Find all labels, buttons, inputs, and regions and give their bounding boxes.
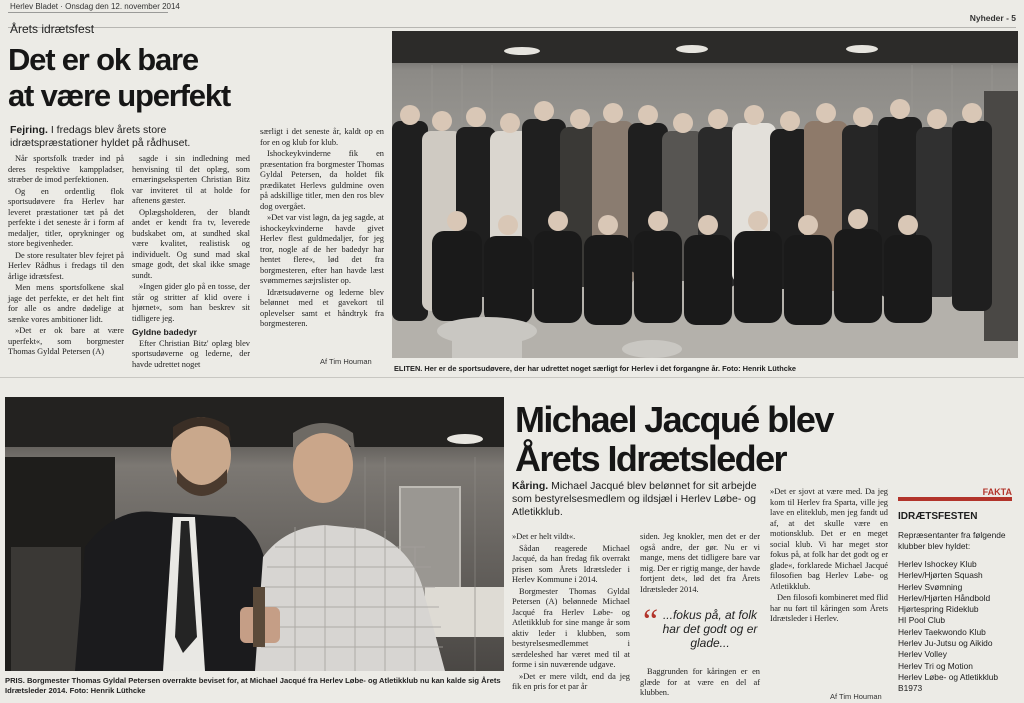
page-header-date: Herlev Bladet · Onsdag den 12. november 2014 bbox=[10, 2, 180, 11]
fakta-club-item: Herlev/Hjørten Squash bbox=[898, 570, 983, 581]
article2-column-2 bbox=[640, 532, 760, 596]
article2-paragraph: Baggrunden for kåringen er en glæde for at være en del af klubben. bbox=[640, 667, 760, 697]
article1-lead-text: I fredags blev årets store idrætspræstationer hyldet på rådhuset. bbox=[10, 124, 191, 149]
fakta-club-item: Herlev/Hjørten Håndbold bbox=[898, 592, 991, 603]
article1-column-1 bbox=[8, 154, 124, 359]
fakta-club-item: Herlev Svømning bbox=[898, 581, 963, 592]
article1-lead-label: Fejring. bbox=[10, 124, 48, 136]
quote-mark-icon: “ bbox=[643, 603, 659, 640]
team-photo-illustration bbox=[392, 31, 1018, 358]
article1-column-2 bbox=[132, 154, 250, 371]
article1-paragraph: Idrætsudøverne og lederne blev belønnet med et gavekort til oplevelser samt et håndtryk fra borgmesteren. bbox=[260, 287, 384, 328]
article1-paragraph: Når sportsfolk træder ind på deres respektive kamppladser, stræber de imod perfektionen. bbox=[8, 154, 124, 184]
fakta-box bbox=[898, 487, 1012, 695]
article1-paragraph: Og en ordentlig flok sportsudøvere fra Herlev har leveret præstationer tæt på det perfekte i det seneste år i form af medaljer, titler, oprykninger og store begivenheder. bbox=[8, 186, 124, 248]
article2-column-1 bbox=[512, 532, 630, 694]
fakta-club-item: Herlev Taekwondo Klub bbox=[898, 626, 986, 637]
article1-headline-line1: Det er ok bare bbox=[8, 42, 198, 77]
article1-byline: Af Tim Houman bbox=[320, 357, 372, 366]
article1-paragraph: Men mens sportsfolkene skal jage det perfekte, er det helt fint for alle os andre dødelige at sænke vores ambitioner lidt. bbox=[8, 283, 124, 324]
fakta-club-item: Herlev Volley bbox=[898, 649, 947, 660]
article2-headline-line2: Årets Idrætsleder bbox=[515, 438, 786, 479]
team-photo-caption: ELITEN. Her er de sportsudøvere, der har udrettet noget særligt for Herlev i det forgangne år. Foto: Henrik Lüthcke bbox=[394, 364, 797, 373]
article1-lead bbox=[10, 124, 246, 150]
article2-lead-label: Kåring. bbox=[512, 480, 549, 492]
article2-column-2b bbox=[640, 667, 760, 700]
article2-lead bbox=[512, 480, 762, 519]
article1-column-3 bbox=[260, 127, 384, 331]
article1-paragraph: »Det var vist løgn, da jeg sagde, at ishockeykvinderne havde givet Herlev flest guldmedaljer, for jeg tror, nogle af de her badedyr har hentet flere«, lød det fra borgmesteren, efter han havde læst svømmernes sæjrslister op. bbox=[260, 213, 384, 285]
fakta-label: FAKTA bbox=[982, 487, 1012, 497]
article-divider bbox=[0, 377, 1024, 378]
article1-paragraph: De store resultater blev fejret på Herlev Rådhus i fredags til den årlige idrætsfest. bbox=[8, 250, 124, 281]
section-rule bbox=[8, 27, 1016, 28]
fakta-club-item: Herlev Løbe- og Atletikklub bbox=[898, 671, 999, 682]
article1-paragraph: særligt i det seneste år, kaldt op en for en og klub for klub. bbox=[260, 127, 384, 147]
article2-lead-text: Michael Jacqué blev belønnet for sit arbejde som bestyrelsesmedlem og ildsjæl i Herlev Løbe- og Atletikklub. bbox=[512, 480, 757, 518]
article2-paragraph: »Det er helt vildt«. bbox=[512, 532, 576, 541]
article2-byline: Af Tim Houman bbox=[830, 692, 882, 701]
pull-quote bbox=[643, 603, 763, 650]
article2-paragraph: siden. Jeg knokler, men det er der også andre, der gør. Nu er vi mange, mens det tidligere bare var mig. Der er rigtig mange, der havde fortjent det«, lød det fra Årets Idrætsleder 2014. bbox=[640, 532, 760, 594]
article2-paragraph: »Det er sjovt at være med. Da jeg kom til Herlev fra Sparta, ville jeg lave en eliteklub, men jeg fandt ud af, at det skulle være en motionsklub. Det er en meget social klub. Vi har meget stor fokus på, at folk har det godt og er glade«, forklarede Michael Jacqué filosofien bag Herlev Løbe- og Atletikklub. bbox=[770, 487, 888, 591]
fakta-bar bbox=[898, 497, 1012, 501]
header-rule bbox=[8, 12, 168, 13]
fakta-title: IDRÆTSFESTEN bbox=[898, 511, 978, 522]
article1-subheading: Gyldne badedyr bbox=[132, 327, 197, 337]
article1-paragraph: Efter Christian Bitz' oplæg blev sportsudøverne og lederne, der havde udrettet noget bbox=[132, 338, 250, 369]
fakta-club-list bbox=[898, 559, 1012, 695]
team-photo bbox=[392, 31, 1018, 358]
article1-headline-line2: at være uperfekt bbox=[8, 78, 231, 113]
article1-kicker: Årets idrætsfest bbox=[10, 22, 95, 36]
award-photo-illustration bbox=[5, 397, 504, 671]
article2-paragraph: Sådan reagerede Michael Jacqué, da han fredag fik overrakt prisen som Årets Idrætsleder i Herlev Kommune i 2014. bbox=[512, 543, 630, 584]
article1-paragraph: sagde i sin indledning med henvisning til det oplæg, som ernæringseksperten Christian Bitz var inviteret til at holde for aftenens gæster. bbox=[132, 154, 250, 205]
award-photo-caption: PRIS. Borgmester Thomas Gyldal Petersen overrakte beviset for, at Michael Jacqué fra Herlev Løbe- og Atletikklub nu kan kalde sig Årets Idrætsleder 2014. Foto: Henrik Lüthcke bbox=[5, 676, 501, 695]
fakta-intro: Repræsentanter fra følgende klubber blev hyldet: bbox=[898, 530, 1006, 551]
fakta-club-item: Hjørtespring Rideklub bbox=[898, 604, 979, 615]
pull-quote-text: ...fokus på, at folk har det godt og er glade... bbox=[662, 608, 758, 650]
article2-headline-line1: Michael Jacqué blev bbox=[515, 399, 833, 440]
page-header-section: Nyheder - 5 bbox=[969, 13, 1016, 23]
fakta-club-item: Herlev Ishockey Klub bbox=[898, 559, 977, 569]
fakta-club-item: Herlev Tri og Motion bbox=[898, 660, 973, 671]
fakta-club-item: B1973 bbox=[898, 683, 923, 694]
article2-paragraph: Den filosofi kombineret med flid har nu ført til kåringen som Årets Idrætsleder i Herlev. bbox=[770, 593, 888, 623]
article1-paragraph: Ishockeykvinderne fik en præsentation fra borgmester Thomas Gyldal Petersen, da holdet fik prædikatet Herlevs guldmine oven på adskillige titler, men den ros blev dog overgået. bbox=[260, 149, 384, 211]
article1-paragraph: »Ingen gider glo på en tosse, der står og stritter af klid overe i hjørnet«, som han beskrev sit tidligere jeg. bbox=[132, 282, 250, 323]
article1-paragraph: »Det er ok bare at være uperfekt«, som borgmester Thomas Gyldal Petersen (A) bbox=[8, 326, 124, 356]
award-photo bbox=[5, 397, 504, 671]
fakta-club-item: HI Pool Club bbox=[898, 615, 946, 626]
article1-paragraph: Oplægsholderen, der blandt andet er kendt fra tv, leverede budskabet om, at sundhed skal være kvalitet, realistisk og individuelt. Og sund mad skal smage godt, det skal ikke smage sundt. bbox=[132, 207, 250, 280]
article2-column-3 bbox=[770, 487, 888, 626]
fakta-club-item: Herlev Ju-Jutsu og Aikido bbox=[898, 638, 993, 649]
article2-paragraph: »Det er mere vildt, end da jeg fik en pris for et par år bbox=[512, 671, 630, 691]
article2-paragraph: Borgmester Thomas Gyldal Petersen (A) belønnede Michael Jacqué fra Herlev Løbe- og Atletikklub for sine mange år som aktiv leder i klubben, som bestyrelsesmedlemmet i særdeleshed har været med til at forme i sin nuværende udgave. bbox=[512, 586, 630, 669]
